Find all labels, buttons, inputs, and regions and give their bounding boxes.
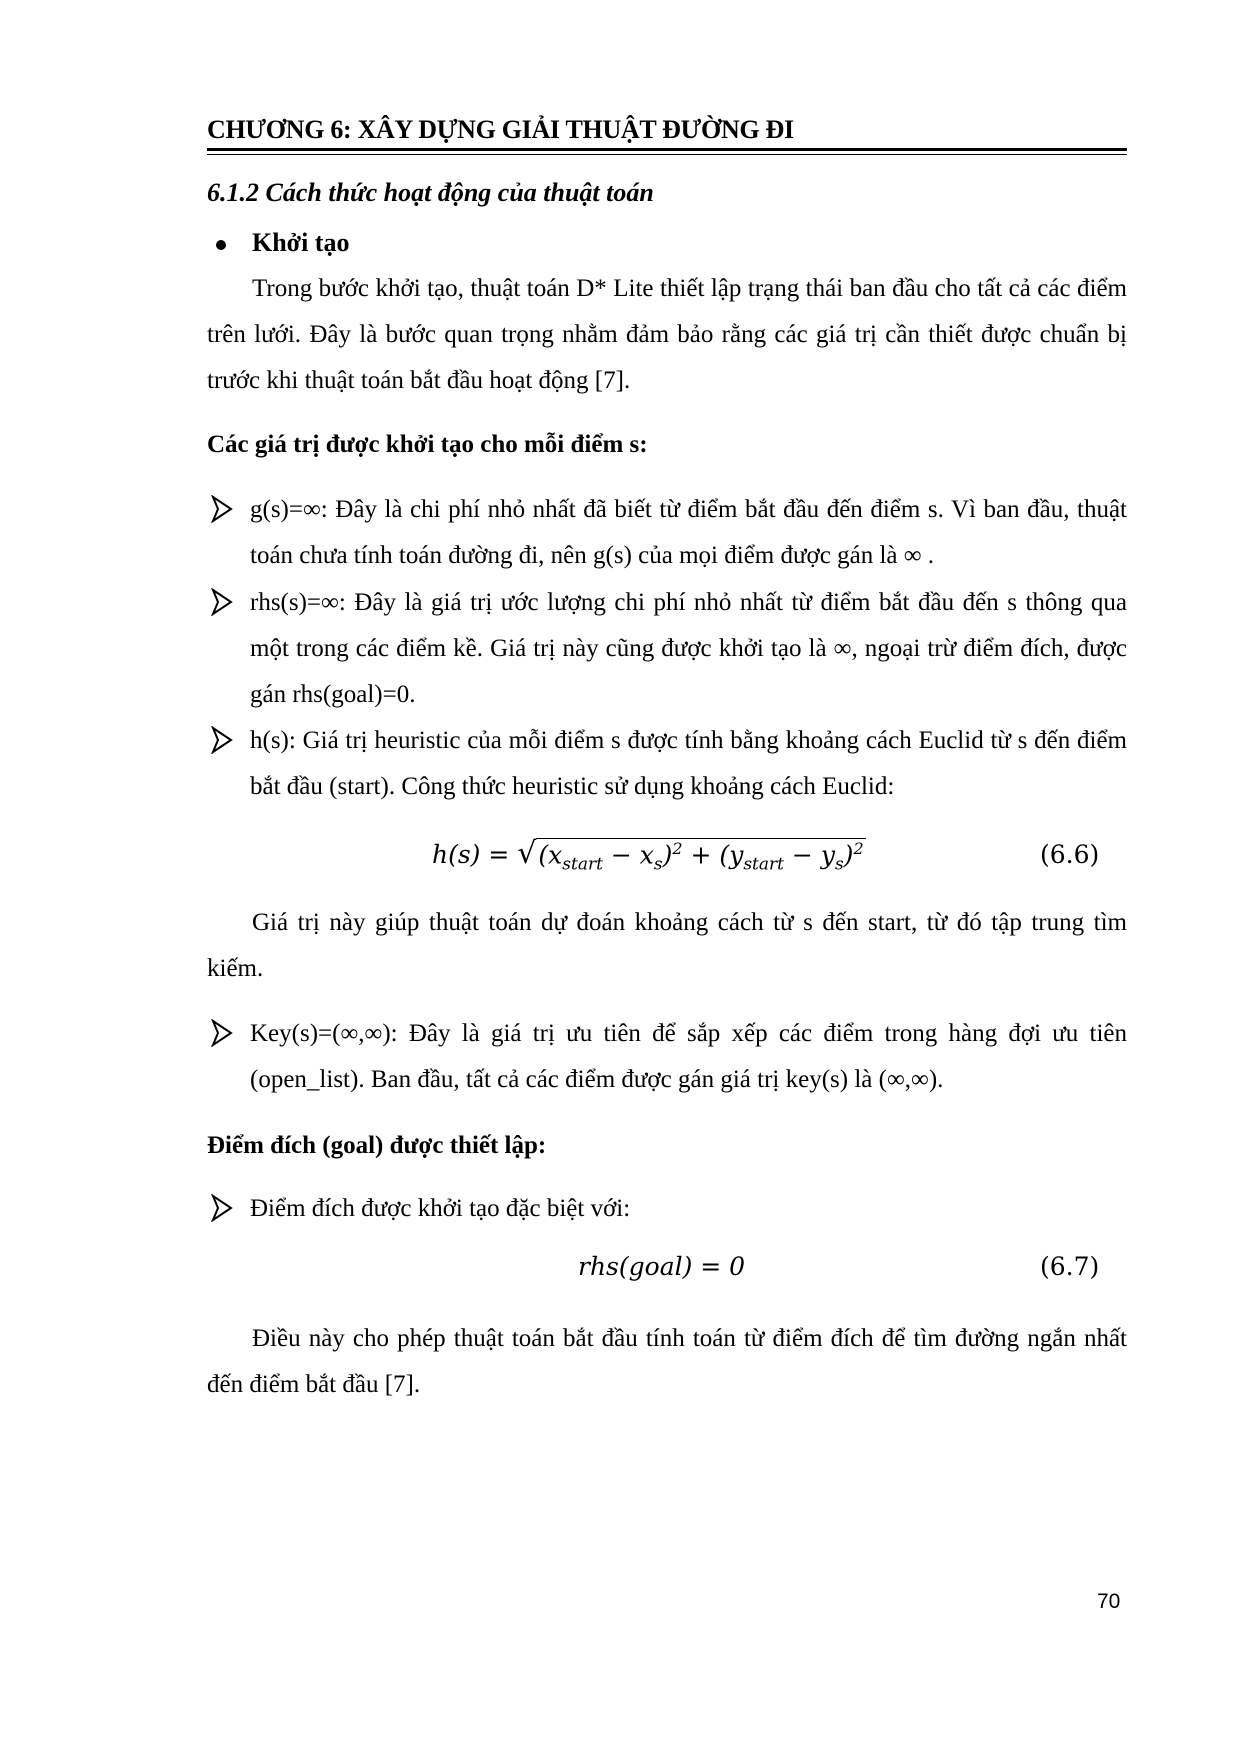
list-item-text: h(s): Giá trị heuristic của mỗi điểm s được tính bằng khoảng cách Euclid từ s đến điểm bắt đầu (start). Công thức heuristic sử dụng khoảng cách Euclid: <box>250 727 1127 800</box>
list-item-goal <box>207 1186 1127 1232</box>
chapter-title: CHƯƠNG 6: XÂY DỰNG GIẢI THUẬT ĐƯỜNG ĐI <box>207 115 794 144</box>
arrow-bullet-icon <box>211 588 233 616</box>
arrow-bullet-icon <box>211 1194 233 1222</box>
equation-lhs: h(s) = <box>432 840 518 869</box>
arrow-bullet-icon <box>211 726 233 754</box>
subheading-initial-values: Các giá trị được khởi tạo cho mỗi điểm s: <box>207 431 648 458</box>
arrow-bullet-icon <box>211 1019 233 1047</box>
header-rule-thick <box>207 148 1127 151</box>
equation-number: (6.7) <box>1040 1252 1100 1281</box>
equation-number: (6.6) <box>1040 840 1100 869</box>
header-rule-thin <box>207 154 1127 155</box>
bullet-dot-icon <box>216 240 226 250</box>
intro-paragraph: Trong bước khởi tạo, thuật toán D* Lite thiết lập trạng thái ban đầu cho tất cả các điểm trên lưới. Đây là bước quan trọng nhằm đảm bảo rằng các giá trị cần thiết được chuẩn bị trước khi thuật toán bắt đầu hoạt động [7]. <box>207 275 1127 394</box>
subheading-goal: Điểm đích (goal) được thiết lập: <box>207 1132 547 1159</box>
bullet-label: Khởi tạo <box>252 228 350 257</box>
page-number: 70 <box>1097 1590 1121 1613</box>
equation-heuristic <box>432 836 866 874</box>
list-item-rhs <box>207 580 1127 718</box>
list-item-g <box>207 487 1127 579</box>
list-item-text: rhs(s)=∞: Đây là giá trị ước lượng chi phí nhỏ nhất từ điểm bắt đầu đến s thông qua một trong các điểm kề. Giá trị này cũng được khởi tạo là ∞, ngoại trừ điểm đích, được gán rhs(goal)=0. <box>250 589 1127 708</box>
list-item-h <box>207 718 1127 810</box>
section-title: 6.1.2 Cách thức hoạt động của thuật toán <box>207 178 654 207</box>
list-item-text: Điểm đích được khởi tạo đặc biệt với: <box>250 1195 631 1222</box>
final-paragraph: Điều này cho phép thuật toán bắt đầu tính toán từ điểm đích để tìm đường ngắn nhất đến điểm bắt đầu [7]. <box>207 1325 1127 1398</box>
list-item-text: Key(s)=(∞,∞): Đây là giá trị ưu tiên để sắp xếp các điểm trong hàng đợi ưu tiên (open_list). Ban đầu, tất cả các điểm được gán giá trị key(s) là (∞,∞). <box>250 1020 1127 1093</box>
arrow-bullet-icon <box>211 495 233 523</box>
list-item-key <box>207 1011 1127 1103</box>
equation-goal: rhs(goal) = 0 <box>578 1252 746 1281</box>
list-item-text: g(s)=∞: Đây là chi phí nhỏ nhất đã biết từ điểm bắt đầu đến điểm s. Vì ban đầu, thuật toán chưa tính toán đường đi, nên g(s) của mọi điểm được gán là ∞ . <box>250 496 1127 569</box>
after-equation-paragraph: Giá trị này giúp thuật toán dự đoán khoảng cách từ s đến start, từ đó tập trung tìm kiếm. <box>207 909 1127 982</box>
sqrt-expression: $√(x_{start} - x_s)^2 + (y_{start} - y_s)^2$ <box>517 836 864 874</box>
